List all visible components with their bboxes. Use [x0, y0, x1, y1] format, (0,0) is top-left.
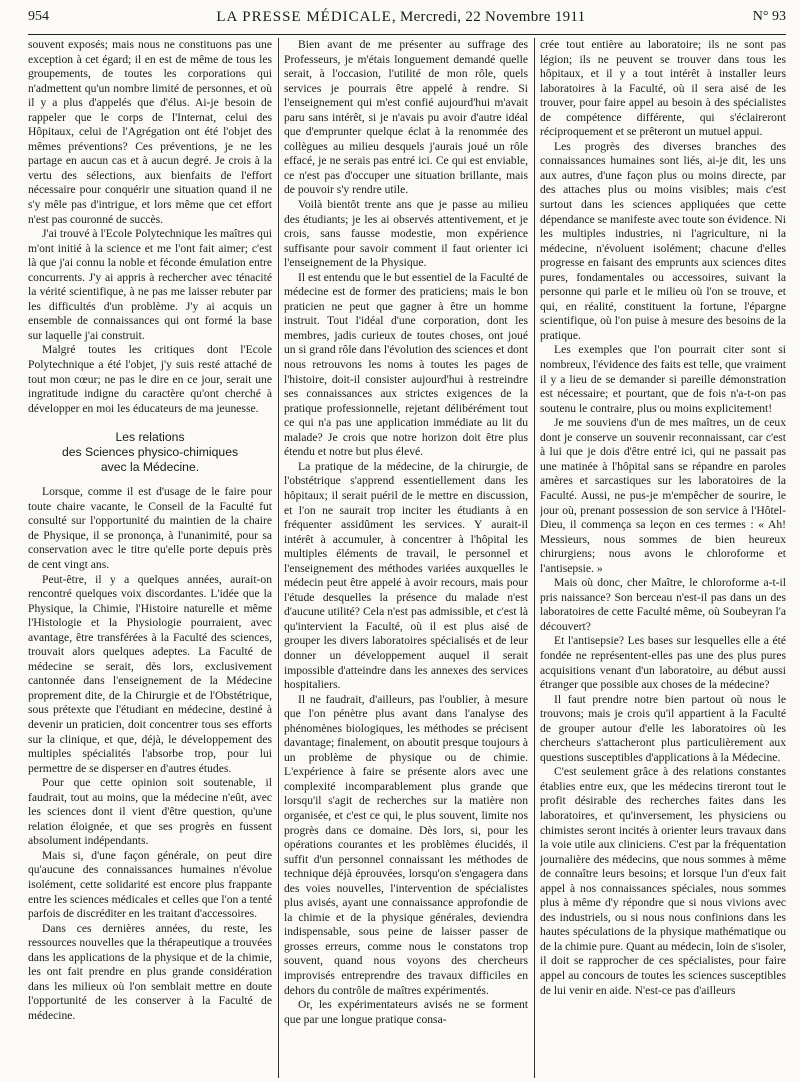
issue-number: N° 93 [752, 9, 786, 24]
issue-date: Mercredi, 22 Novembre 1911 [399, 8, 586, 25]
paragraph: Il faut prendre notre bien partout où nous le trouvons; mais je crois qu'il appartient à la Faculté de grouper autour d'elle les laboratoires où les chercheurs s'attacheront plus particulièrement aux questions susceptibles d'applications à la Médecine. [540, 692, 786, 764]
section-heading-line: avec la Médecine. [100, 460, 200, 475]
column-rule [534, 38, 535, 1078]
running-title: LA PRESSE MÉDICALE, Mercredi, 22 Novembre 1911 [216, 8, 586, 25]
paragraph: C'est seulement grâce à des relations constantes établies entre eux, que les médecins tireront tout le profit désirable des recherches faites dans les laboratoires, et qu'inversement, les physiciens ou chimistes seront incités à orienter leurs travaux dans la voie utile aux cliniciens. C'est par la fréquentation journalière des médecins, que nous sommes à même de connaître leurs besoins; et lorsque l'un d'eux fait appel à nos connaissances spéciales, nous sommes plus à même d'y répondre que si nous vivions avec des industriels, ou si nous nous confinions dans les hautes spéculations de la physique mathématique ou de la chimie pure. Quant au médecin, loin de s'isoler, il doit se rapprocher de ces spécialistes, pour faire appel au concours de toutes les sciences susceptibles de lui venir en aide. N'est-ce pas d'ailleurs [540, 765, 786, 997]
paragraph: Il est entendu que le but essentiel de la Faculté de médecine est de former des praticiens; mais le bon praticien ne peut que gagner à être un homme instruit. Tout l'idéal d'une corporation, dont les membres, jadis curieux de toutes choses, ont joué un si grand rôle dans l'évolution des sciences et dont nous retrouvons les noms à toutes les pages de l'histoire, doit-il consister aujourd'hui à restreindre ses connaissances aux strictes exigences de la pratique professionnelle, rejetant délibérément tout ce qui n'a pas une application immédiate au lit du malade? Je crois que notre horizon doit être plus étendu et notre but plus élevé. [284, 270, 528, 459]
section-heading-line: Les relations [115, 430, 185, 445]
paragraph: La pratique de la médecine, de la chirurgie, de l'obstétrique s'apprend essentiellement dans les hôpitaux; il serait puéril de le mettre en discussion, et l'on ne saurait trop inciter les étudiants à en fréquenter assidûment les services. Y aurait-il intérêt à accumuler, à concentrer à l'hôpital les multiples éléments de travail, le personnel et l'enseignement des méthodes variées auxquelles le médecin peut être appelé à avoir recours, mais pour l'étude desquelles la présence du malade n'est d'aucune utilité? Cela n'est pas admissible, et c'est là qu'intervient la Faculté, où il est plus aisé de grouper les divers laboratoires spécialisés et de leur donner un développement auquel il serait impossible d'atteindre dans les annexes des services hospitaliers. [284, 459, 528, 692]
paragraph: Voilà bientôt trente ans que je passe au milieu des étudiants; je les ai observés attentivement, et je crois, sans fausse modestie, mon expérience suffisante pour savoir comment il faut orienter ici l'enseignement de la Physique. [284, 198, 528, 270]
column-3 [540, 38, 786, 1078]
paragraph: Or, les expérimentateurs avisés ne se forment que par une longue pratique consa- [284, 998, 528, 1026]
publication-name: LA PRESSE MÉDICALE [216, 8, 392, 25]
page-number: 954 [28, 9, 49, 24]
paragraph: Les progrès des diverses branches des connaissances humaines sont liés, ai-je dit, les uns aux autres, d'une façon plus ou moins directe, par des attaches plus ou moins visibles; mais c'est surtout dans les sciences appliquées que cette dépendance se manifeste avec toute son évidence. Ni les multiples industries, ni l'agriculture, ni la médecine, n'évoluent isolément; chacune d'elles progresse en faisant des emprunts aux sciences dites pures, fondamentales ou accessoires, suivant la personne qui parle et le milieu où l'on se trouve, et qui, en réalité, constituent la fortune, l'épargne scientifique, où l'on puise à mesure des besoins de la pratique. [540, 139, 786, 342]
paragraph: Peut-être, il y a quelques années, aurait-on rencontré quelques voix discordantes. L'idée que la Physique, la Chimie, l'Histoire naturelle et même l'Histologie et la Physiologie pourraient, avec avantage, être transférées à la Faculté des sciences, trouvait alors quelques adeptes. La Faculté de médecine se serait, dès lors, exclusivement cantonnée dans l'enseignement de la Médecine proprement dite, de la Chirurgie et de l'Obstétrique, sous prétexte que l'étudiant en médecine, destiné à devenir un praticien, doit concentrer tous ses efforts sur la clinique, et que, déjà, le développement des multiples spécialités l'absorbe trop, pour lui permettre de se disperser en d'autres études. [28, 572, 272, 775]
paragraph: Je me souviens d'un de mes maîtres, un de ceux dont je conserve un souvenir reconnaissant, car c'est à lui que je dois d'être entré ici, qui ne passait pas une matinée à l'hôpital sans se répandre en paroles amères et sarcastiques sur les laboratoires de la Faculté. Aussi, ne pus-je m'empêcher de sourire, le jour où, prenant possession de son service à l'Hôtel-Dieu, il commença sa leçon en ces termes : « Ah! Messieurs, nous sommes de bien heureux chirurgiens; nous avons le chloroforme et l'antisepsie. » [540, 416, 786, 575]
paragraph: Malgré toutes les critiques dont l'Ecole Polytechnique a été l'objet, j'y suis resté attaché de tout mon cœur; ne pas le dire en ce jour, serait une ingratitude indigne du caractère qu'ont cherché à développer en moi les éducateurs de ma jeunesse. [28, 343, 272, 415]
paragraph: crée tout entière au laboratoire; ils ne sont pas légion; ils ne peuvent se trouver dans tous les hôpitaux, et il y a tout intérêt à installer leurs laboratoires à la Faculté, où il sera aisé de les trouver, pour faire appel au besoin à des spécialistes de compétence différente, qui s'éclaireront réciproquement et se prêteront un mutuel appui. [540, 38, 786, 139]
paragraph: Et l'antisepsie? Les bases sur lesquelles elle a été fondée ne représentent-elles pas une des plus pures acquisitions venant d'un laboratoire, au début aussi étranger que possible aux choses de la médecine? [540, 634, 786, 692]
paragraph: souvent exposés; mais nous ne constituons pas une exception à cet égard; il en est de même de tous les groupements, de toutes les corporations qui n'admettent qu'un nombre limité de personnes, et où il y a plus d'appelés que d'élus. Ai-je besoin de rappeler que le corps de l'Internat, celui des Hôpitaux, celui de l'Agrégation ont été l'objet des mêmes préventions? Ces préventions, je ne les partage en aucun cas et à aucun degré. Je crois à la vertu des sélections, aux bienfaits de l'effort nécessaire pour conquérir une situation quand il ne s'y mêle pas d'intrigue, et lors même que cet effort n'est pas couronné de succès. [28, 38, 272, 226]
paragraph: Mais si, d'une façon générale, on peut dire qu'aucune des connaissances humaines n'évolue isolément, cette solidarité est encore plus frappante entre les sciences médicales et celles que l'on a tenté parfois de discréditer en les traitant d'accessoires. [28, 848, 272, 921]
column-2 [284, 38, 528, 1078]
column-rule [278, 38, 279, 1078]
section-heading [28, 430, 272, 475]
article-columns [28, 38, 786, 1078]
paragraph: Bien avant de me présenter au suffrage des Professeurs, je m'étais longuement demandé quelle serait, à l'occasion, l'utilité de mon rôle, quels services je pourrais être appelé à rendre. Si l'enseignement qui m'est confié aujourd'hui m'avait paru sans intérêt, si je n'avais pu avoir d'autre idéal que d'emprunter quelque éclat à la renommée des collègues au milieu desquels j'aurais joué un rôle effacé, je ne serais pas entré ici. Ce qui est enviable, ce n'est pas d'occuper une situation brillante, mais de pouvoir s'y rendre utile. [284, 38, 528, 197]
section-heading-line: des Sciences physico-chimiques [61, 445, 239, 460]
paragraph: Il ne faudrait, d'ailleurs, pas l'oublier, à mesure que l'on pénètre plus avant dans l'analyse des phénomènes biologiques, les méthodes se précisent davantage; finalement, on aboutit presque toujours à un problème de physique ou de chimie. L'expérience à faire se présente alors avec une complexité incomparablement plus grande que lorsqu'il s'agit de recherches sur la matière non organisée, et c'est ce qui, le plus souvent, limite nos progrès dans ce domaine. Dès lors, si, pour les opérations courantes et les problèmes élucidés, il suffit d'un personnel connaissant les méthodes de technique déjà éprouvées, lorsqu'on s'engagera dans des voies nouvelles, l'intervention de spécialistes plus avisés, ayant une connaissance approfondie de la chimie et de la physique générales, deviendra indispensable, sous peine de laisser passer de grosses erreurs, comme nous le constatons trop souvent, quand nous voyons des chercheurs improvisés entreprendre des travaux difficiles en dehors du contrôle de maîtres expérimentés. [284, 692, 528, 997]
paragraph: Mais où donc, cher Maître, le chloroforme a-t-il pris naissance? Son berceau n'est-il pas dans un des laboratoires de cette Faculté même, où Soubeyran l'a découvert? [540, 576, 786, 633]
page-header [28, 6, 786, 28]
paragraph: Les exemples que l'on pourrait citer sont si nombreux, l'évidence des faits est telle, que vraiment il y a lieu de se demander si pareille démonstration est nécessaire; et pourtant, que de fois n'a-t-on pas soutenu le contraire, plus ou moins explicitement! [540, 343, 786, 415]
column-1 [28, 38, 272, 1078]
paragraph: J'ai trouvé à l'Ecole Polytechnique les maîtres qui m'ont initié à la science et me l'ont fait aimer; c'est là que j'ai connu la noble et féconde émulation entre concurrents. J'y ai appris à rechercher avec ténacité la vérité scientifique, à ne pas me laisser rebuter par les difficultés d'un problème. J'y ai acquis un ensemble de connaissances qui ont formé la base sur laquelle j'ai construit. [28, 227, 272, 342]
paragraph: Pour que cette opinion soit soutenable, il faudrait, tout au moins, que la médecine n'eût, avec les sciences dont il vient d'être question, qu'une relation éloignée, et que ses progrès en fussent absolument indépendants. [28, 776, 272, 848]
header-rule [28, 34, 786, 35]
paragraph: Lorsque, comme il est d'usage de le faire pour toute chaire vacante, le Conseil de la Faculté fut consulté sur l'opportunité du maintien de la chaire de Physique, il se prononça, à l'unanimité, pour sa conservation avec le titre qu'elle porte depuis près de cent vingt ans. [28, 485, 272, 571]
paragraph: Dans ces dernières années, du reste, les ressources nouvelles que la thérapeutique a trouvées dans les applications de la physique et de la chimie, les ont fait prendre en plus grande considération dans les milieux où l'on semblait mettre en doute l'opportunité de les conserver à la Faculté de médecine. [28, 921, 272, 1022]
